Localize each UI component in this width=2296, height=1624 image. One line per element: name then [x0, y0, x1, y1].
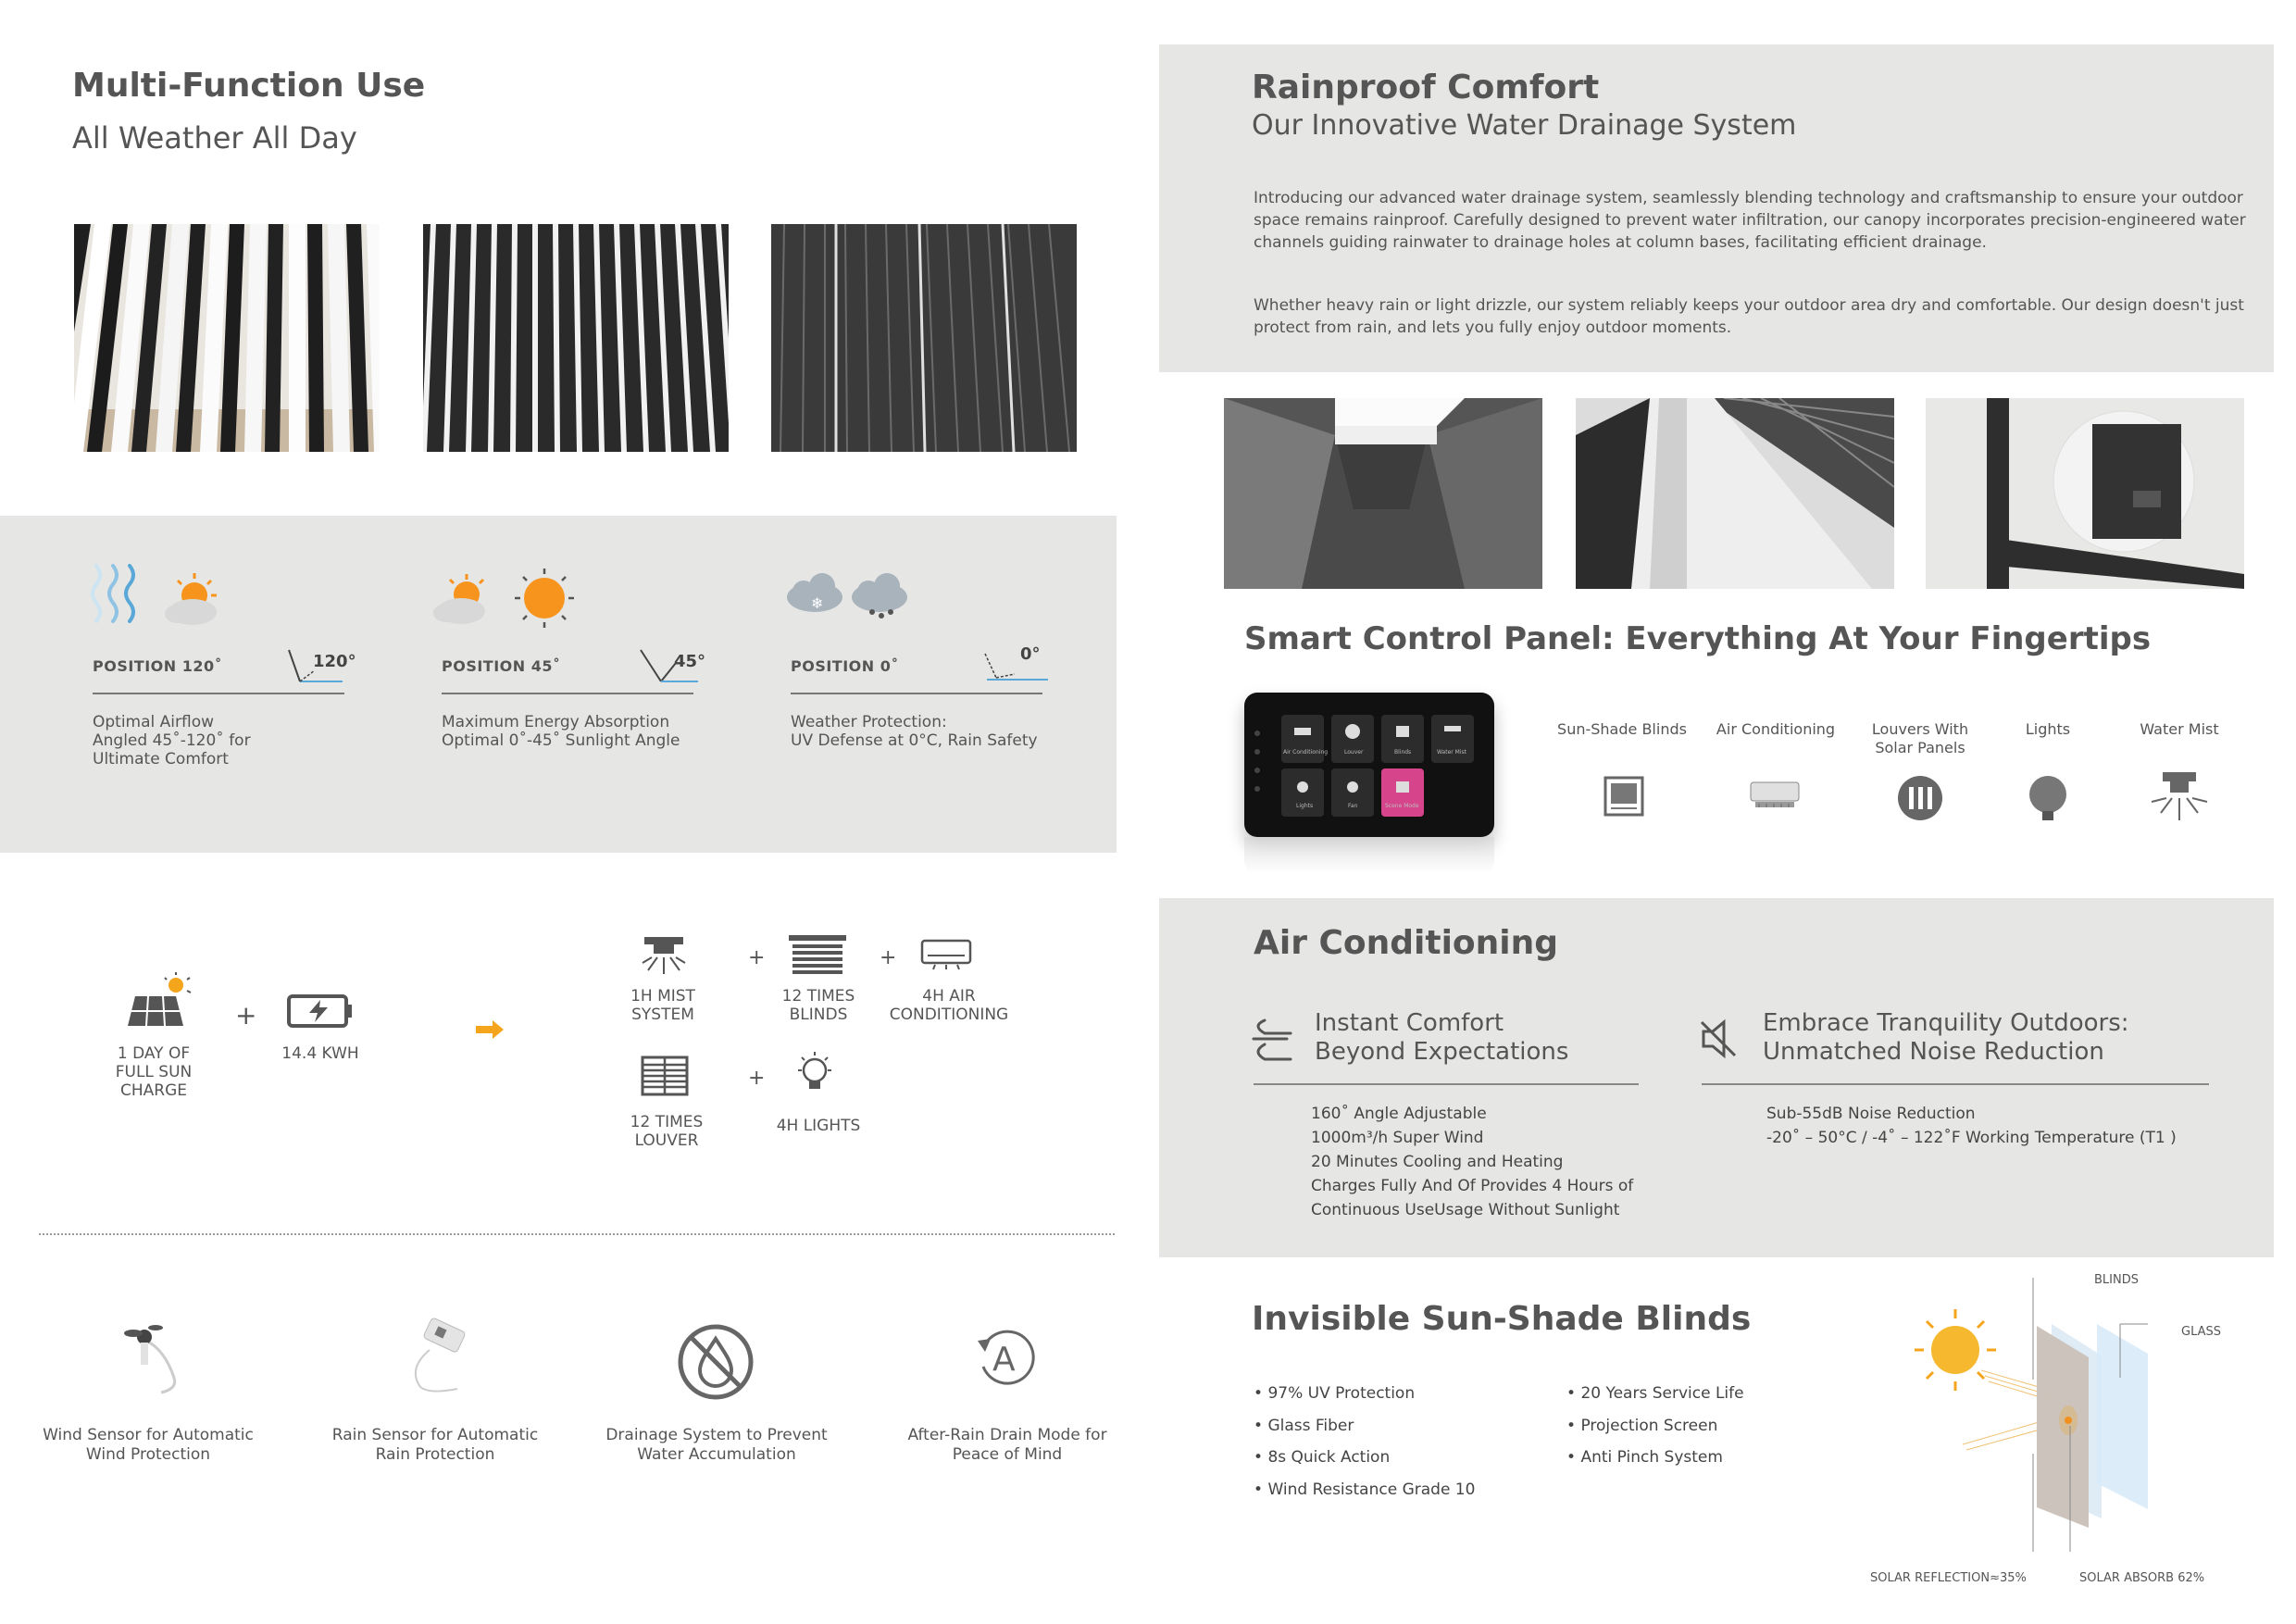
ac-unit-icon: [1750, 781, 1800, 809]
label-blinds: BLINDS: [2094, 1273, 2139, 1287]
position-0-icons: [783, 569, 941, 625]
solar-panel-icon: [126, 972, 193, 1030]
position-0-desc: Weather Protection: UV Defense at 0°C, Rain Safety: [791, 713, 1038, 750]
louver-photo-closed: [771, 224, 1077, 452]
drainage-photo-channel: [1224, 398, 1542, 589]
wind-icon: [1250, 1015, 1296, 1065]
mist-system-icon: [641, 935, 687, 978]
blinds-features-col2: [1566, 1378, 1744, 1474]
output-louver-caption: 12 TIMES LOUVER: [630, 1113, 704, 1150]
tile-label-blinds: Blinds: [1394, 749, 1412, 756]
list-item: • Anti Pinch System: [1566, 1448, 1723, 1467]
list-item: • 20 Years Service Life: [1566, 1384, 1744, 1403]
multi-title: Multi-Function Use: [72, 67, 426, 105]
ac-title: Air Conditioning: [1254, 924, 1559, 962]
list-item: • Wind Resistance Grade 10: [1254, 1480, 1476, 1499]
blinds-diagram: [1870, 1268, 2240, 1593]
rainproof-paragraph-1: Introducing our advanced water drainage system, seamlessly blending technology and craftsmanship to ensure your outdoor space remains rainproof. Carefully designed to prevent water infiltration, our canopy incorporates precision-engineered water channels guiding rainwater to drainage holes at column bases, facilitating efficient drainage.: [1254, 189, 2246, 252]
position-45-desc: Maximum Energy Absorption Optimal 0˚-45˚ Sunlight Angle: [442, 713, 680, 750]
blinds-icon: [789, 935, 846, 976]
position-0-label: POSITION 0˚: [791, 657, 899, 675]
svg-text:A: A: [992, 1341, 1016, 1379]
angle-0-value: 0°: [1020, 644, 1041, 664]
plus-sign: +: [748, 946, 766, 969]
blinds-features-col1: [1254, 1378, 1475, 1505]
control-panel-device: [1244, 693, 1494, 837]
ac-right-divider: [1702, 1083, 2209, 1085]
list-item: • 8s Quick Action: [1254, 1448, 1391, 1467]
tile-label-ac: Air Conditioning: [1283, 749, 1329, 756]
list-item: • 97% UV Protection: [1254, 1384, 1416, 1403]
mute-icon: [1700, 1018, 1739, 1059]
dotted-divider: [39, 1233, 1115, 1235]
ac-right-list: Sub-55dB Noise Reduction -20˚ – 50°C / -4˚ – 122˚F Working Temperature (T1 ): [1766, 1105, 2177, 1147]
position-120-icons: [89, 560, 237, 634]
position-120-divider: [93, 693, 344, 694]
drainage-photo-gutter: [1576, 398, 1894, 589]
output-mist-caption: 1H MIST SYSTEM: [630, 987, 695, 1024]
label-absorb: SOLAR ABSORB 62%: [2079, 1571, 2205, 1585]
solar-charge-caption: 1 DAY OF FULL SUN CHARGE: [115, 1044, 193, 1100]
tile-label-scene: Scene Mode: [1385, 803, 1419, 809]
tile-label-fan: Fan: [1348, 803, 1358, 809]
label-reflection: SOLAR REFLECTION≈35%: [1870, 1571, 2027, 1585]
rainproof-title: Rainproof Comfort: [1252, 69, 1600, 106]
position-45-divider: [442, 693, 693, 694]
position-120-desc: Optimal Airflow Angled 45˚-120˚ for Ultimate Comfort: [93, 713, 251, 768]
louver-icon: [641, 1056, 689, 1096]
svg-text:❄: ❄: [811, 594, 824, 612]
label-glass: GLASS: [2181, 1325, 2222, 1339]
ac-right-heading: Embrace Tranquility Outdoors: Unmatched Noise Reduction: [1763, 1009, 2129, 1066]
water-mist-icon: [2150, 770, 2209, 824]
sun-icon: [1915, 1309, 1996, 1391]
feature-lights-label: Lights: [2025, 720, 2071, 738]
tile-label-lights: Lights: [1296, 803, 1314, 809]
wind-sensor-caption: Wind Sensor for Automatic Wind Protection: [43, 1426, 254, 1464]
rainproof-paragraph-2: Whether heavy rain or light drizzle, our system reliably keeps your outdoor area dry and comfortable. Our design doesn't just protect from rain, and lets you fully enjoy outdoor moments.: [1254, 296, 2244, 337]
ac-left-list: 160˚ Angle Adjustable 1000m³/h Super Wind 20 Minutes Cooling and Heating Charges Fully And Of Provides 4 Hours of Continuous UseUsage Without Sunlight: [1311, 1105, 1634, 1219]
position-0-divider: [791, 693, 1042, 694]
position-120-label: POSITION 120˚: [93, 657, 223, 675]
sunshade-blinds-icon: [1603, 776, 1644, 817]
output-ac-caption: 4H AIR CONDITIONING: [889, 987, 1009, 1024]
angle-120-value: 120°: [313, 652, 356, 671]
auto-drain-icon: [972, 1322, 1042, 1393]
rain-sensor-caption: Rain Sensor for Automatic Rain Protection: [331, 1426, 539, 1464]
output-blinds-caption: 12 TIMES BLINDS: [781, 987, 855, 1024]
list-item: • Projection Screen: [1566, 1416, 1718, 1435]
tile-label-louver: Louver: [1344, 749, 1364, 756]
arrow-right-icon: [476, 1018, 505, 1041]
angle-45-value: 45°: [674, 652, 706, 671]
battery-caption: 14.4 KWH: [281, 1044, 359, 1063]
list-item: • Glass Fiber: [1254, 1416, 1354, 1435]
plus-sign: +: [748, 1067, 766, 1090]
battery-icon: [287, 994, 354, 1028]
feature-mist-label: Water Mist: [2140, 720, 2219, 738]
drainage-photo-column: [1926, 398, 2244, 589]
blinds-title: Invisible Sun-Shade Blinds: [1252, 1300, 1752, 1338]
no-water-icon: [676, 1322, 755, 1402]
lamp-icon: [2028, 774, 2068, 824]
feature-louver-label: Louvers With Solar Panels: [1871, 720, 1969, 756]
light-bulb-icon: [794, 1050, 835, 1098]
louver-photo-open: [74, 224, 380, 452]
wind-sensor-icon: [109, 1315, 193, 1398]
feature-sunshade-label: Sun-Shade Blinds: [1557, 720, 1687, 738]
multi-subtitle: All Weather All Day: [72, 120, 357, 156]
ac-left-heading: Instant Comfort Beyond Expectations: [1315, 1009, 1569, 1066]
output-lights-caption: 4H LIGHTS: [776, 1117, 861, 1135]
rain-sensor-icon: [396, 1315, 480, 1398]
rainproof-subtitle: Our Innovative Water Drainage System: [1252, 109, 1797, 142]
position-45-icons: [426, 567, 583, 631]
drainage-caption: Drainage System to Prevent Water Accumulation: [605, 1426, 828, 1464]
smart-title: Smart Control Panel: Everything At Your Fingertips: [1244, 620, 2152, 657]
louver-photo-half: [423, 224, 729, 452]
ac-left-divider: [1254, 1083, 1639, 1085]
plus-sign: +: [235, 1000, 257, 1031]
position-45-label: POSITION 45˚: [442, 657, 561, 675]
tile-label-mist: Water Mist: [1437, 749, 1466, 756]
feature-ac-label: Air Conditioning: [1716, 720, 1836, 738]
control-panel-reflection: [1244, 837, 1494, 874]
after-rain-caption: After-Rain Drain Mode for Peace of Mind: [907, 1426, 1107, 1464]
plus-sign: +: [880, 946, 897, 969]
louver-solar-icon: [1896, 774, 1944, 822]
air-conditioner-icon: [920, 939, 972, 970]
sun-icon: [524, 578, 565, 618]
